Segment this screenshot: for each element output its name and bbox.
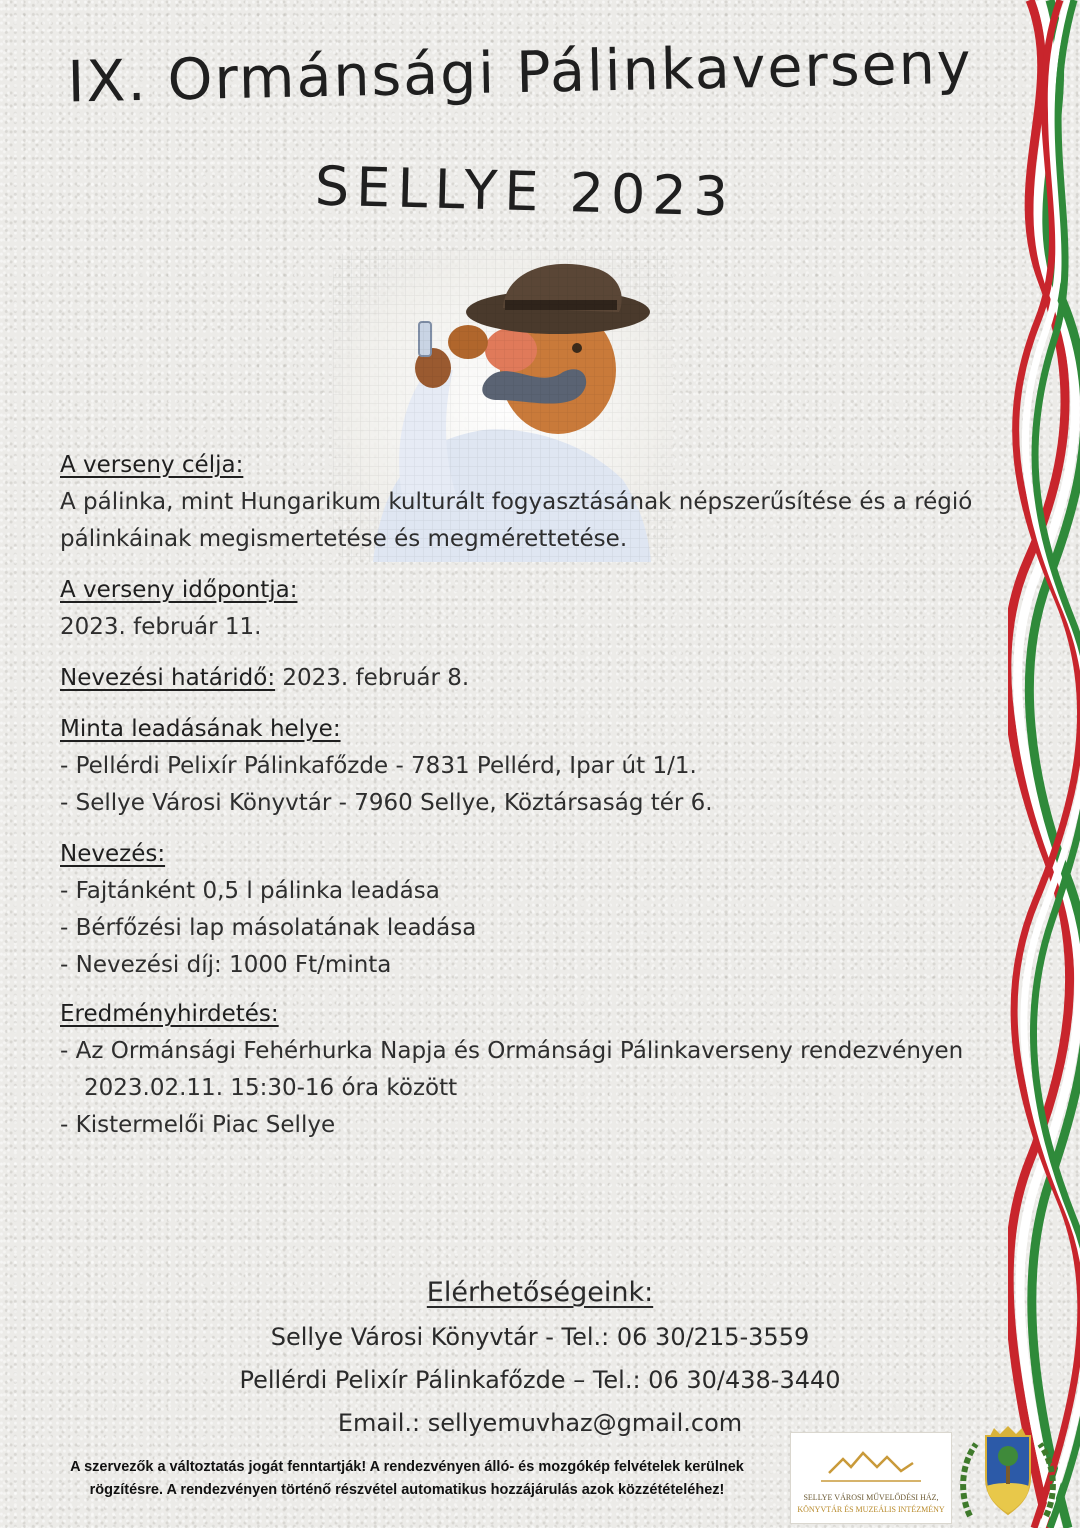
contacts-heading: Elérhetőségeink: [426,1277,654,1308]
results-section [60,996,1020,1144]
entry-section [60,836,1020,984]
deadline-value: 2023. február 8. [275,665,470,691]
cultural-center-logo [790,1432,952,1524]
drop-off-heading: Minta leadásának helye: [60,716,341,742]
entry-item: - Fajtánként 0,5 l pálinka leadása [60,878,440,904]
contact-distillery-phone: Pellérdi Pelixír Pálinkafőzde – Tel.: 06 30/438-3440 [239,1366,841,1394]
results-item-2: - Kistermelői Piac Sellye [60,1112,336,1138]
entry-item: - Bérfőzési lap másolatának leadása [60,915,477,941]
drop-off-section [60,711,1020,822]
date-section [60,572,1020,646]
results-item-1-line-1: - Az Ormánsági Fehérhurka Napja és Ormánsági Pálinkaverseny rendezvényen [60,1038,964,1064]
contacts-section [170,1270,910,1445]
drop-off-item: - Sellye Városi Könyvtár - 7960 Sellye, Köztársaság tér 6. [60,790,713,816]
goal-text-line-2: pálinkáinak megismertetése és megmérettetése. [60,526,628,552]
logo-text-line-2: KÖNYVTÁR ÉS MUZEÁLIS INTÉZMÉNY [797,1505,945,1514]
goal-section [60,447,1020,558]
disclaimer-line-1: A szervezők a változtatás jogát fenntartják! A rendezvényen álló- és mozgókép felvételek kerülnek [70,1459,744,1475]
goal-text-line-1: A pálinka, mint Hungarikum kulturált fogyasztásának népszerűsítése és a régió [60,489,973,515]
drop-off-item: - Pellérdi Pelixír Pálinkafőzde - 7831 Pellérd, Ipar út 1/1. [60,753,697,779]
deadline-heading: Nevezési határidő: [60,665,276,691]
goal-heading: A verseny célja: [60,452,244,478]
contact-email: Email.: sellyemuvhaz@gmail.com [337,1409,743,1437]
contact-library-phone: Sellye Városi Könyvtár - Tel.: 06 30/215-3559 [270,1323,810,1351]
disclaimer-footer [22,1456,792,1502]
disclaimer-line-2: rögzítésre. A rendezvényen történő részvétel automatikus hozzájárulás azok közzétételéhez! [89,1482,725,1498]
coat-of-arms-icon [956,1426,1060,1524]
title-line-2: SELLYE 2023 [314,154,736,229]
deadline-section [60,660,1020,697]
entry-heading: Nevezés: [60,841,166,867]
results-heading: Eredményhirdetés: [60,1001,279,1027]
results-item-1-line-2: 2023.02.11. 15:30-16 óra között [84,1075,458,1101]
date-heading: A verseny időpontja: [60,577,298,603]
rooftops-icon [791,1433,951,1493]
title-line-1: IX. Ormánsági Pálinkaverseny [66,30,974,116]
logo-text-line-1: SELLYE VÁROSI MŰVELŐDÉSI HÁZ, [803,1493,939,1502]
entry-item: - Nevezési díj: 1000 Ft/minta [60,952,392,978]
date-value: 2023. február 11. [60,614,262,640]
main-content [60,447,1020,1144]
